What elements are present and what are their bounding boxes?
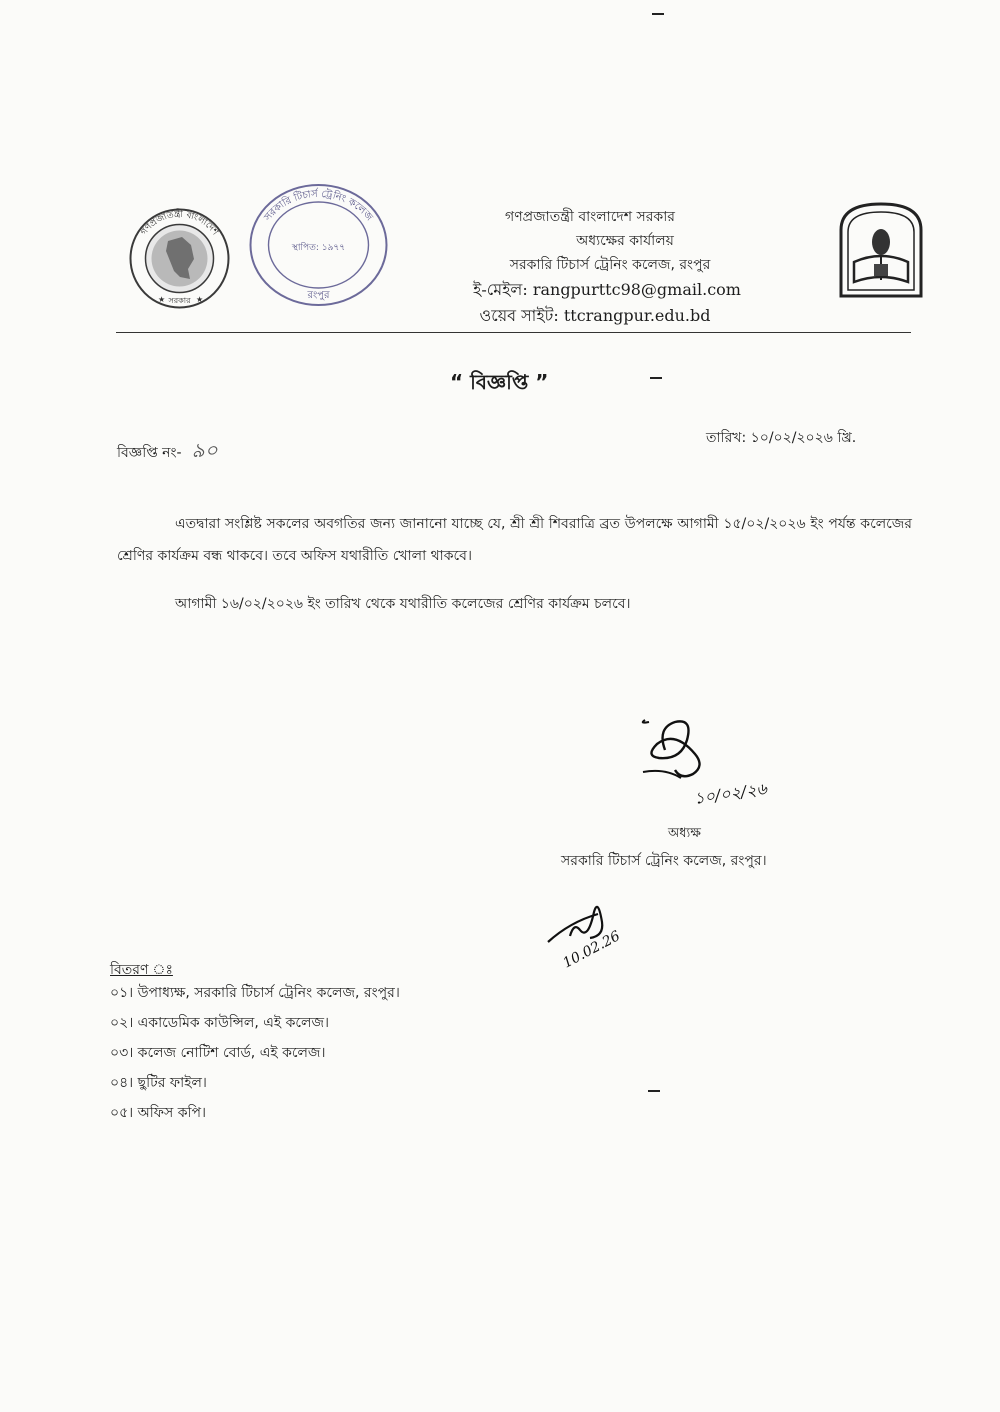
scan-speck xyxy=(652,13,664,15)
svg-text:★: ★ xyxy=(158,295,166,304)
gov-seal-top-text: গণপ্রজাতন্ত্রী বাংলাদেশ xyxy=(139,209,220,238)
office-name: অধ্যক্ষের কার্যালয় xyxy=(576,233,674,249)
list-item: ০৩। কলেজ নোটিশ বোর্ড, এই কলেজ। xyxy=(110,1045,326,1061)
notice-number-value: ৯০ xyxy=(191,438,218,462)
notice-number xyxy=(117,436,218,469)
header-divider xyxy=(116,332,911,333)
college-stamp-bottom-text: রংপুর xyxy=(307,290,330,301)
list-item: ০২। একাডেমিক কাউন্সিল, এই কলেজ। xyxy=(110,1015,329,1031)
college-stamp-center-text: স্থাপিত: ১৯৭৭ xyxy=(291,243,346,253)
signatory-office: সরকারি টিচার্স ট্রেনিং কলেজ, রংপুর। xyxy=(561,853,767,869)
gov-seal-bottom-text: সরকার xyxy=(168,296,191,305)
college-stamp-ring-text: সরকারি টিচার্স ট্রেনিং কলেজ xyxy=(262,188,375,224)
svg-text:★: ★ xyxy=(196,295,204,304)
list-item: ০১। উপাধ্যক্ষ, সরকারি টিচার্স ট্রেনিং কলেজ, রংপুর। xyxy=(110,985,400,1001)
list-item: ০৪। ছুটির ফাইল। xyxy=(110,1075,207,1091)
principal-signature-date: ১০/০২/২৬ xyxy=(692,778,769,808)
college-logo-icon xyxy=(836,200,926,298)
scan-speck xyxy=(648,1090,660,1092)
scan-speck xyxy=(650,377,662,379)
signatory-title: অধ্যক্ষ xyxy=(668,826,701,841)
distribution-list xyxy=(110,978,400,1128)
notice-title: “ বিজ্ঞপ্তি ” xyxy=(450,370,549,394)
college-stamp-icon xyxy=(246,180,391,310)
college-name: সরকারি টিচার্স ট্রেনিং কলেজ, রংপুর xyxy=(509,257,711,273)
notice-number-label: বিজ্ঞপ্তি নং- xyxy=(117,445,182,461)
government-name: গণপ্রজাতন্ত্রী বাংলাদেশ সরকার xyxy=(505,209,675,225)
government-seal-icon xyxy=(128,207,231,310)
body-paragraph-1: এতদ্বারা সংশ্লিষ্ট সকলের অবগতির জন্য জানানো যাচ্ছে যে, শ্রী শ্রী শিবরাত্রি ব্রত উপলক্ষে আগামী ১৫/০২/২০২৬ ইং পর্যন্ত কলেজের শ্রেণির কার্যক্রম বন্ধ থাকবে। তবে অফিস যথারীতি খোলা থাকবে। xyxy=(117,516,912,564)
notice-date: তারিখ: ১০/০২/২০২৬ খ্রি. xyxy=(706,430,857,446)
website-line: ওয়েব সাইট: ttcrangpur.edu.bd xyxy=(479,306,711,325)
list-item: ০৫। অফিস কপি। xyxy=(110,1105,207,1121)
principal-signature xyxy=(635,710,785,810)
distribution-heading: বিতরণ ঃ xyxy=(110,962,173,978)
initial-signature xyxy=(540,892,650,972)
email-line: ই-মেইল: rangpurttc98@gmail.com xyxy=(473,280,741,299)
office-header xyxy=(380,205,800,329)
body-paragraph-2: আগামী ১৬/০২/২০২৬ ইং তারিখ থেকে যথারীতি কলেজের শ্রেণির কার্যক্রম চলবে। xyxy=(175,596,631,612)
initial-signature-date: 10.02.26 xyxy=(560,928,623,972)
